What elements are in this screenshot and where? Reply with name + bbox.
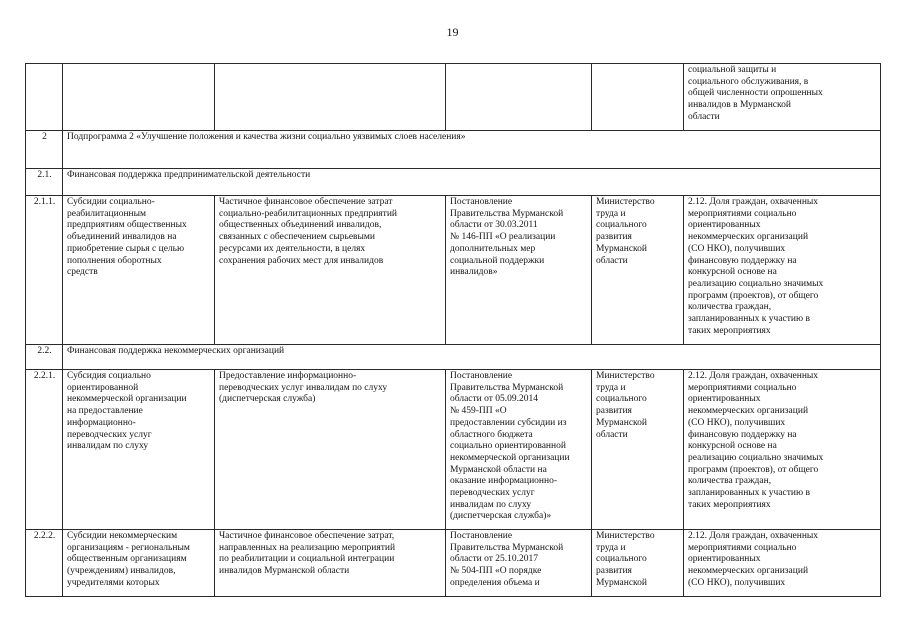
cell-text-line: количества граждан, xyxy=(688,302,772,313)
table-row xyxy=(26,196,881,345)
cell-text-line: сохранения рабочих мест для инвалидов xyxy=(219,255,384,266)
cell-text-line: организациям - региональным xyxy=(67,542,190,553)
cell-text-line: 2.12. Доля граждан, охваченных xyxy=(688,371,819,381)
cell-text-line: социально ориентированной xyxy=(450,441,566,452)
cell-text-line: труда и xyxy=(596,208,626,219)
cell-executor xyxy=(592,530,684,597)
cell-text-line: связанных с обеспечением сырьевыми xyxy=(219,232,376,243)
cell-name xyxy=(63,64,215,131)
table-row xyxy=(26,530,881,597)
cell-text-line: количества граждан, xyxy=(688,476,772,487)
cell-text-line: Министерство xyxy=(596,197,655,207)
cell-content-text xyxy=(219,531,442,595)
cell-text-line: конкурсной основе на xyxy=(688,441,777,452)
cell-text-line: инвалидам по слуху xyxy=(450,499,532,510)
cell-text-line: Мурманской области на xyxy=(450,464,547,475)
cell-indicator xyxy=(684,530,881,597)
cell-text-line: запланированных к участию в xyxy=(688,488,810,499)
cell-text-line: Постановление xyxy=(450,197,513,207)
section-title: Финансовая поддержка предпринимательской деятельности xyxy=(63,169,881,196)
cell-text-line: определения объема и xyxy=(450,577,540,588)
cell-executor-text xyxy=(596,531,680,595)
section-number: 2.2. xyxy=(26,345,63,370)
section-title: Финансовая поддержка некоммерческих организаций xyxy=(63,345,881,370)
cell-text-line: по реабилитации и социальной интеграции xyxy=(219,554,395,565)
cell-text-line: Частичное финансовое обеспечение затрат xyxy=(219,197,393,207)
cell-text-line: таких мероприятиях xyxy=(688,499,771,510)
cell-num: 2.1.1. xyxy=(26,196,63,345)
cell-name xyxy=(63,370,215,530)
cell-num xyxy=(26,530,63,597)
cell-document xyxy=(446,64,592,131)
cell-text-line: финансовую поддержку на xyxy=(688,429,797,440)
cell-text-line: предприятиям общественных xyxy=(67,220,187,231)
cell-text-line: финансовую поддержку на xyxy=(688,255,797,266)
cell-text-line: инвалидам по слуху xyxy=(67,441,149,452)
cell-text-line: (СО НКО), получивших xyxy=(688,577,786,588)
cell-text-line: Постановление xyxy=(450,371,513,381)
cell-text-line: объединений инвалидов на xyxy=(67,232,177,243)
cell-text-line: мероприятиями социально xyxy=(688,208,797,219)
cell-text-line: некоммерческой организации xyxy=(450,452,570,463)
cell-text-line: некоммерческих организаций xyxy=(688,232,809,243)
cell-text-line: Правительства Мурманской xyxy=(450,208,564,219)
cell-text-line: социальной защиты и xyxy=(688,65,777,75)
cell-indicator xyxy=(684,370,881,530)
cell-text-line: пополнения оборотных xyxy=(67,255,162,266)
cell-text-line: средств xyxy=(67,267,98,278)
subprogram-number: 2 xyxy=(26,131,63,169)
cell-text-line: переводческих услуг инвалидам по слуху xyxy=(219,382,388,393)
cell-text-line: (диспетчерская служба) xyxy=(219,394,316,405)
cell-text-line: общественным организациям xyxy=(67,554,187,565)
cell-text-line: инвалидов в Мурманской xyxy=(688,100,791,111)
cell-text-line: № 504-ПП «О порядке xyxy=(450,566,542,577)
cell-text-line: направленных на реализацию мероприятий xyxy=(219,542,396,553)
cell-content xyxy=(215,370,446,530)
cell-indicator-text xyxy=(688,531,877,595)
cell-executor xyxy=(592,64,684,131)
cell-text-line: запланированных к участию в xyxy=(688,314,810,325)
cell-text-line: развития xyxy=(596,406,632,417)
cell-text-line: (СО НКО), получивших xyxy=(688,417,786,428)
cell-text-line: (СО НКО), получивших xyxy=(688,243,786,254)
cell-text-line: социального обслуживания, в xyxy=(688,76,809,87)
cell-text-line: мероприятиями социально xyxy=(688,542,797,553)
cell-text-line: Мурманской xyxy=(596,417,647,428)
cell-text-line: реабилитационным xyxy=(67,208,147,219)
cell-text-line: области от 05.09.2014 xyxy=(450,394,539,405)
cell-text-line: переводческих услуг xyxy=(67,429,152,440)
cell-text-line: конкурсной основе на xyxy=(688,267,777,278)
cell-text-line: области xyxy=(596,255,628,266)
cell-text-line: некоммерческой организации xyxy=(67,394,187,405)
cell-text-line: таких мероприятиях xyxy=(688,325,771,336)
cell-text-line: общественных объединений инвалидов, xyxy=(219,220,382,231)
cell-text-line: № 459-ПП «О xyxy=(450,406,507,417)
cell-text-line: труда и xyxy=(596,542,626,553)
cell-text-line: некоммерческих организаций xyxy=(688,566,809,577)
cell-text-line: общей численности опрошенных xyxy=(688,88,823,99)
cell-text-line: Субсидии социально- xyxy=(67,197,155,207)
cell-text-line: Правительства Мурманской xyxy=(450,542,564,553)
cell-num-text: 2.2.2. xyxy=(33,531,56,541)
cell-text-line: программ (проектов), от общего xyxy=(688,290,819,301)
subprogram-title: Подпрограмма 2 «Улучшение положения и качества жизни социально уязвимых слоев населения» xyxy=(63,131,881,169)
cell-text-line: ресурсами их деятельности, в целях xyxy=(219,243,366,254)
cell-text-line: инвалидов» xyxy=(450,267,498,278)
cell-name-text xyxy=(67,531,211,595)
cell-indicator xyxy=(684,196,881,345)
cell-text-line: Министерство xyxy=(596,371,655,381)
cell-executor xyxy=(592,196,684,345)
cell-text-line: инвалидов Мурманской области xyxy=(219,566,350,577)
cell-text-line: труда и xyxy=(596,382,626,393)
cell-text-line: дополнительных мер xyxy=(450,243,536,254)
cell-text-line: области xyxy=(596,429,628,440)
cell-document xyxy=(446,370,592,530)
cell-text-line: (учреждениям) инвалидов, xyxy=(67,566,176,577)
cell-text-line: Постановление xyxy=(450,531,513,541)
cell-text-line: программ (проектов), от общего xyxy=(688,464,819,475)
cell-document xyxy=(446,196,592,345)
cell-text-line: некоммерческих организаций xyxy=(688,406,809,417)
cell-text-line: реализацию социально значимых xyxy=(688,278,824,289)
table-row-continuation xyxy=(26,64,881,131)
cell-text-line: 2.12. Доля граждан, охваченных xyxy=(688,197,819,207)
cell-text-line: учредителями которых xyxy=(67,577,160,588)
cell-text-line: области от 30.03.2011 xyxy=(450,220,538,231)
program-activities-table xyxy=(25,63,881,597)
table-row-subprogram xyxy=(26,131,881,169)
cell-text-line: развития xyxy=(596,566,632,577)
cell-text-line: приобретение сырья с целью xyxy=(67,243,185,254)
cell-text-line: ориентированных xyxy=(688,394,761,405)
cell-text-line: мероприятиями социально xyxy=(688,382,797,393)
cell-text-line: ориентированных xyxy=(688,220,761,231)
cell-content xyxy=(215,530,446,597)
cell-num: 2.2.1. xyxy=(26,370,63,530)
cell-text-line: социального xyxy=(596,554,647,565)
table-row xyxy=(26,370,881,530)
cell-text-line: ориентированных xyxy=(688,554,761,565)
cell-text-line: Предоставление информационно- xyxy=(219,371,357,381)
cell-text-line: Частичное финансовое обеспечение затрат, xyxy=(219,531,395,541)
table-row-section xyxy=(26,345,881,370)
cell-text-line: на предоставление xyxy=(67,406,143,417)
cell-content xyxy=(215,64,446,131)
cell-num xyxy=(26,64,63,131)
table-row-section xyxy=(26,169,881,196)
cell-text-line: ориентированной xyxy=(67,382,139,393)
cell-executor xyxy=(592,370,684,530)
cell-name xyxy=(63,196,215,345)
page-number: 19 xyxy=(446,25,459,39)
cell-text-line: социального xyxy=(596,220,647,231)
cell-document xyxy=(446,530,592,597)
cell-text-line: 2.12. Доля граждан, охваченных xyxy=(688,531,819,541)
cell-text-line: Министерство xyxy=(596,531,655,541)
cell-text-line: области xyxy=(688,111,720,122)
cell-text-line: реализацию социально значимых xyxy=(688,452,824,463)
cell-text-line: социального xyxy=(596,394,647,405)
cell-text-line: переводческих услуг xyxy=(450,488,535,499)
cell-content xyxy=(215,196,446,345)
cell-text-line: социальной поддержки xyxy=(450,255,545,266)
cell-text-line: развития xyxy=(596,232,632,243)
cell-text-line: № 146-ПП «О реализации xyxy=(450,232,556,243)
cell-text-line: оказание информационно- xyxy=(450,476,558,487)
cell-document-text xyxy=(450,531,588,595)
cell-text-line: (диспетчерская служба)» xyxy=(450,511,552,522)
cell-name xyxy=(63,530,215,597)
cell-text-line: Правительства Мурманской xyxy=(450,382,564,393)
section-number: 2.1. xyxy=(26,169,63,196)
cell-text-line: Субсидии некоммерческим xyxy=(67,531,178,541)
cell-text-line: Мурманской xyxy=(596,243,647,254)
cell-text-line: области от 25.10.2017 xyxy=(450,554,539,565)
cell-text-line: областного бюджета xyxy=(450,429,533,440)
cell-text-line: предоставлении субсидии из xyxy=(450,417,567,428)
cell-text-line: Мурманской xyxy=(596,577,647,588)
cell-indicator xyxy=(684,64,881,131)
cell-text-line: информационно- xyxy=(67,417,136,428)
cell-text-line: социально-реабилитационных предприятий xyxy=(219,208,397,219)
cell-text-line: Субсидия социально xyxy=(67,371,151,381)
